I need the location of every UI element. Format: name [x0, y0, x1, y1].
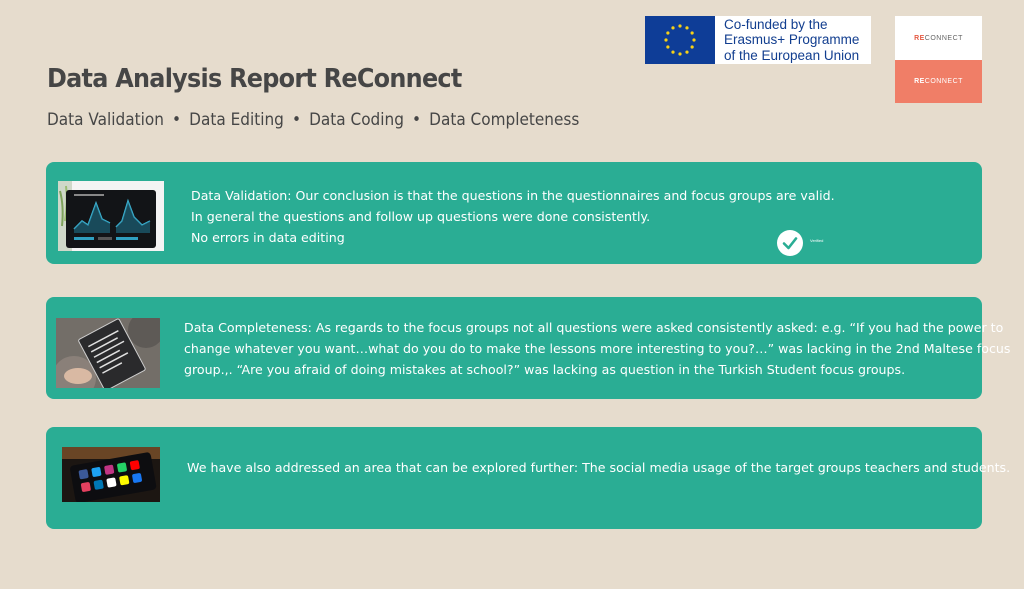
eu-star-icon: [691, 31, 694, 34]
card-line: Data Validation: Our conclusion is that the questions in the questionnaires and focus groups are valid.: [191, 188, 835, 203]
card-line: group.,. “Are you afraid of doing mistakes at school?” was lacking as question in the Turkish Student focus groups.: [184, 362, 906, 377]
eu-star-icon: [691, 45, 694, 48]
card-data-completeness-text: [184, 317, 1010, 380]
eu-star-icon: [671, 26, 674, 29]
eu-star-icon: [692, 38, 695, 41]
eu-star-icon: [678, 52, 681, 55]
verified-badge-label: Verified: [810, 238, 824, 243]
bullet-separator: •: [412, 110, 422, 130]
reconnect-logo: [895, 16, 982, 103]
topic-data-coding: Data Coding: [309, 110, 404, 130]
card-line: We have also addressed an area that can be explored further: The social media usage of the target groups teachers and students.: [187, 460, 1011, 475]
page-title: Data Analysis Report ReConnect: [47, 64, 462, 94]
eu-star-icon: [685, 51, 688, 54]
eu-logo-line-2: Erasmus+ Programme: [724, 32, 860, 48]
eu-flag-icon: [645, 16, 715, 64]
eu-star-icon: [666, 31, 669, 34]
card-social-media-text: [187, 457, 1010, 478]
eu-logo-line-3: of the European Union: [724, 47, 860, 63]
card-line: In general the questions and follow up questions were done consistently.: [191, 209, 651, 224]
eu-star-icon: [685, 26, 688, 29]
reconnect-logo-text-top: RECONNECT: [914, 34, 963, 42]
eu-star-icon: [678, 24, 681, 27]
hand-holding-card-image: [56, 318, 160, 388]
bullet-separator: •: [291, 110, 302, 130]
reconnect-logo-bottom: [895, 60, 982, 103]
card-data-validation-text: [191, 185, 835, 248]
smartphone-apps-image: [62, 447, 160, 502]
eu-logo-line-1: Co-funded by the: [724, 16, 828, 32]
eu-star-icon: [671, 51, 674, 54]
topic-list: [47, 110, 579, 130]
analytics-dashboard-image: [58, 181, 164, 251]
checkmark-icon: [777, 230, 803, 256]
card-line: No errors in data editing: [191, 230, 345, 245]
topic-data-validation: Data Validation: [47, 110, 164, 130]
eu-star-icon: [664, 38, 667, 41]
card-line: change whatever you want…what do you do to make the lessons more interesting to you?…” was lacking in the 2nd Maltese focus: [184, 341, 1011, 356]
card-line: Data Completeness: As regards to the focus groups not all questions were asked consistently asked: e.g. “If you had the power to: [184, 320, 1004, 335]
bullet-separator: •: [172, 110, 182, 130]
topic-data-editing: Data Editing: [189, 110, 284, 130]
reconnect-logo-text-bottom: RECONNECT: [914, 78, 963, 85]
card-social-media: [46, 427, 982, 529]
eu-star-icon: [666, 45, 669, 48]
eu-erasmus-logo: [645, 16, 871, 64]
topic-data-completeness: Data Completeness: [429, 110, 580, 130]
reconnect-logo-top: [895, 16, 982, 60]
